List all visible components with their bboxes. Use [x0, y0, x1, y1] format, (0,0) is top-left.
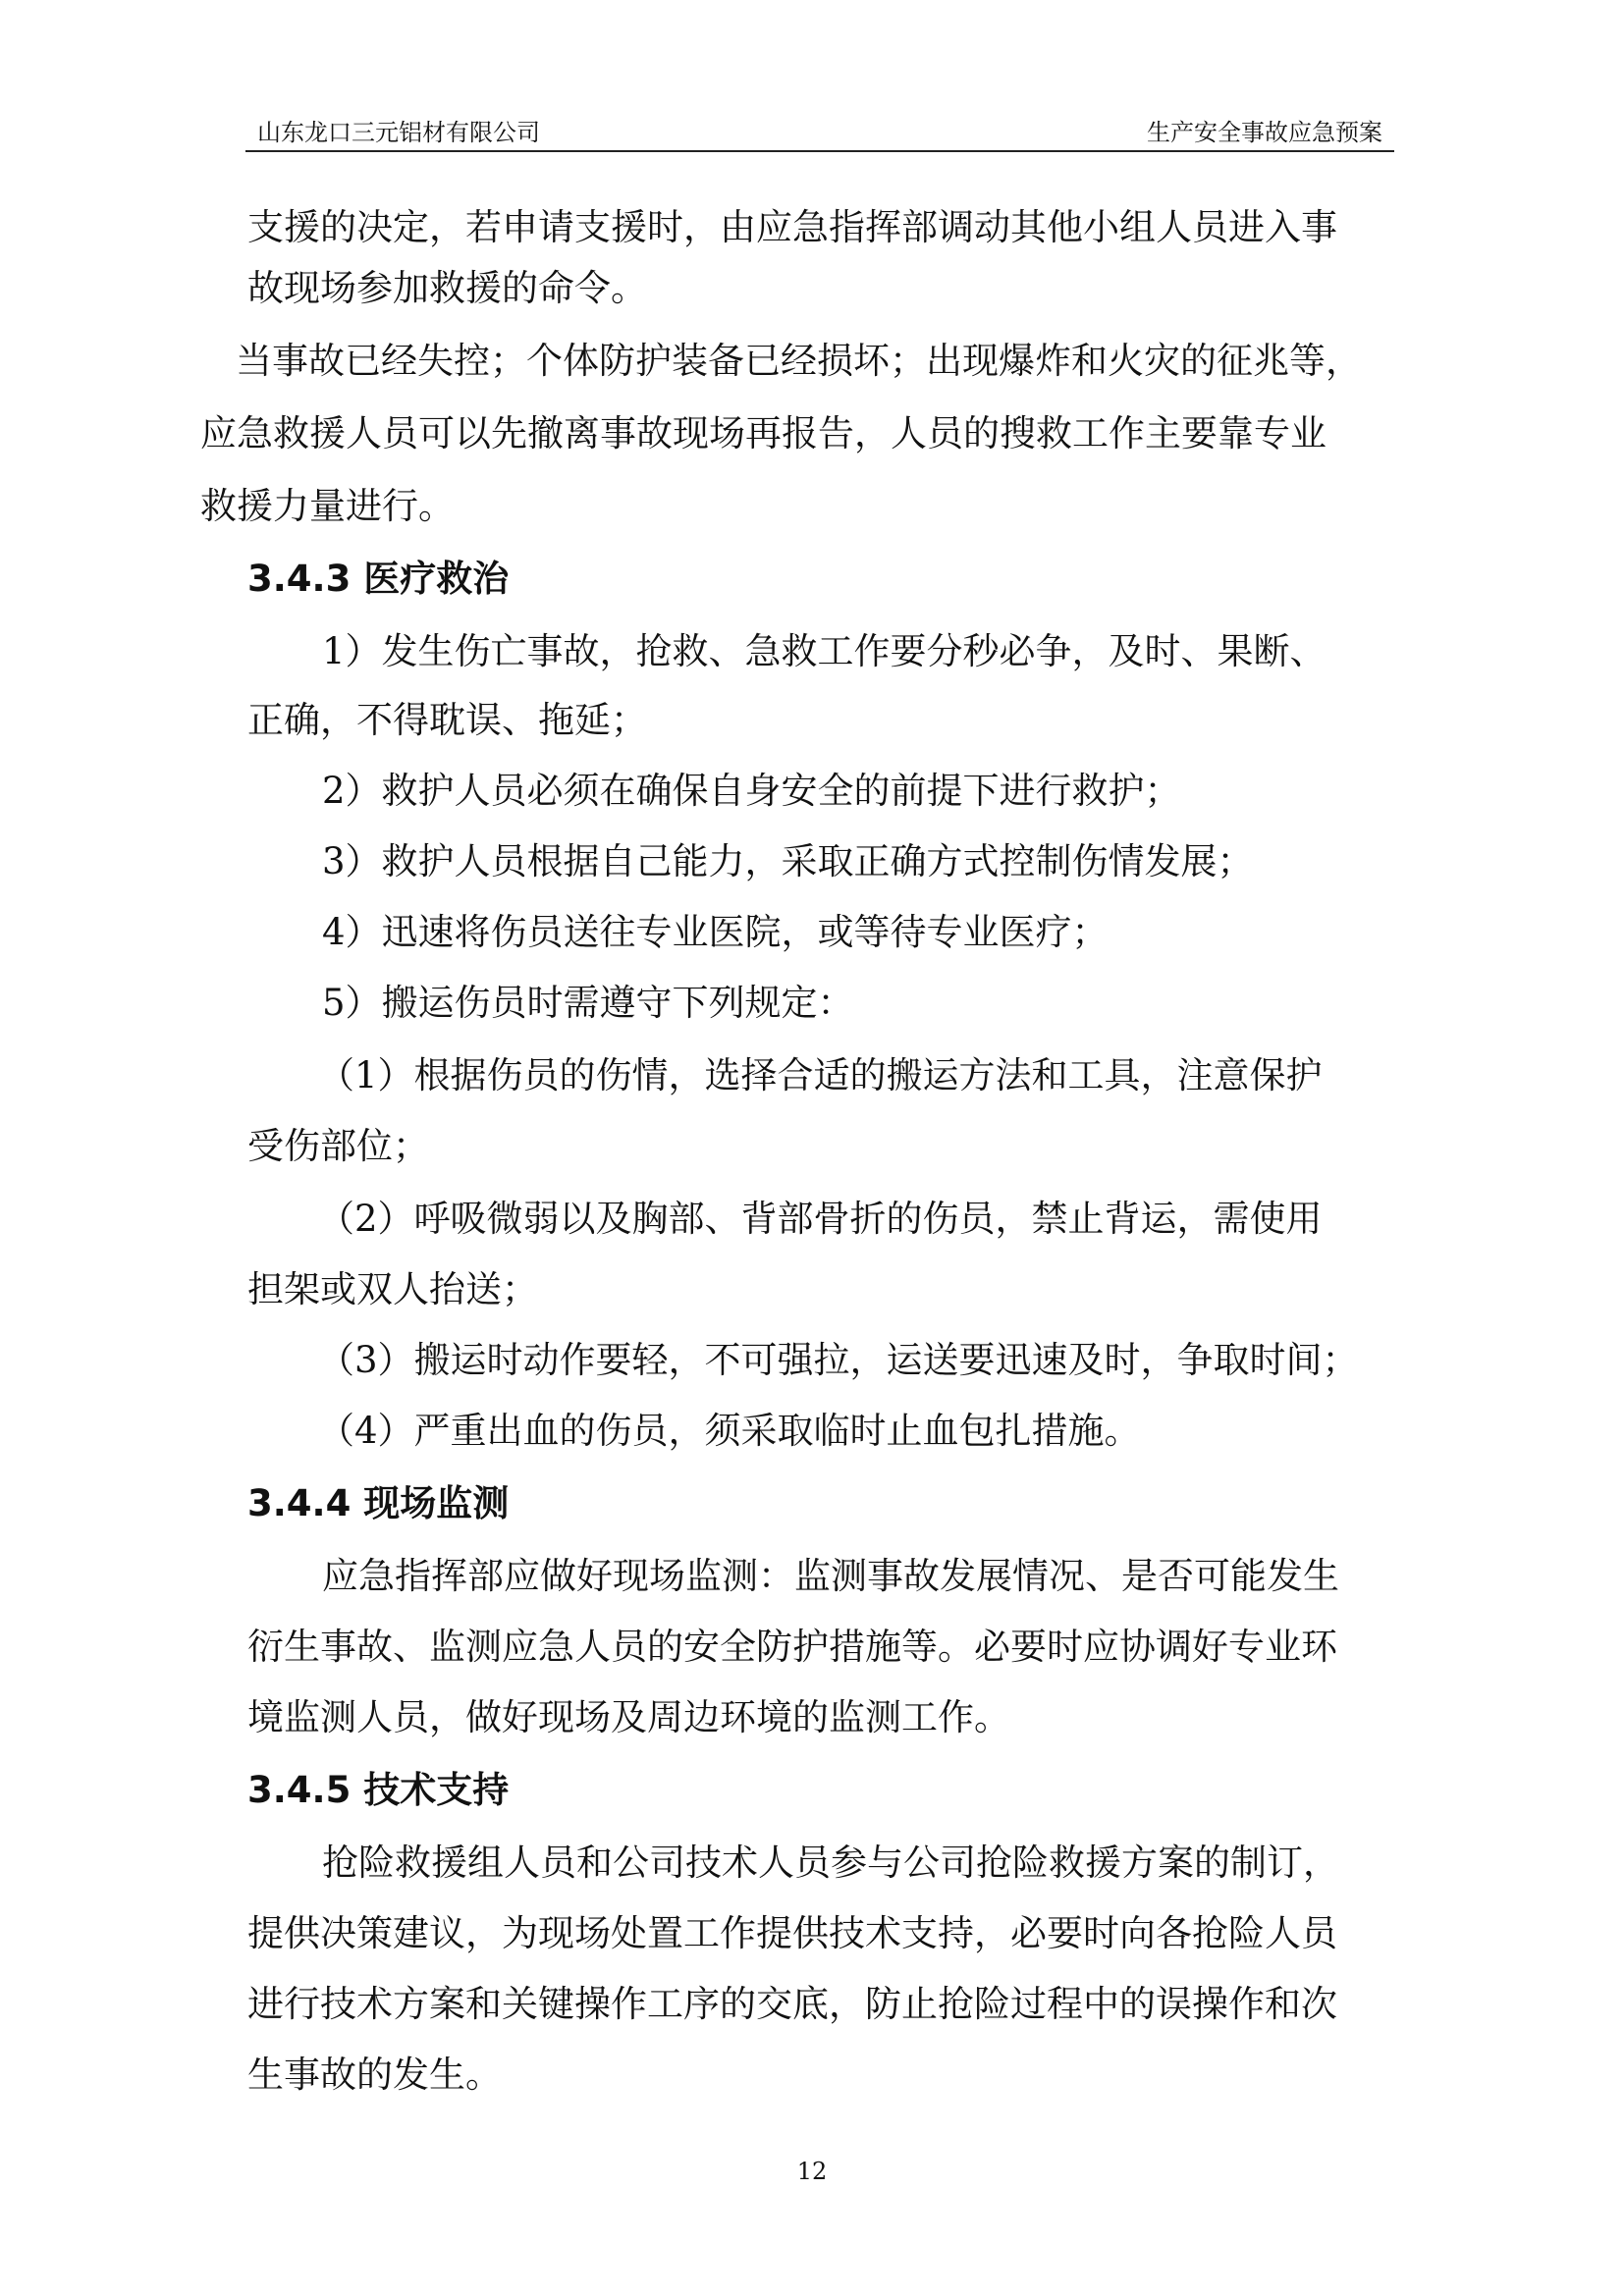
body-line: 进行技术方案和关键操作工序的交底，防止抢险过程中的误操作和次 — [247, 1983, 1337, 2025]
body-line: 当事故已经失控；个体防护装备已经损坏；出现爆炸和火灾的征兆等， — [236, 340, 1362, 382]
header-company-name: 山东龙口三元铝材有限公司 — [257, 119, 540, 146]
sub-list-item: 受伤部位； — [247, 1125, 429, 1167]
list-item: 1）发生伤亡事故，抢救、急救工作要分秒必争，及时、果断、 — [322, 630, 1326, 672]
list-item: 2）救护人员必须在确保自身安全的前提下进行救护； — [322, 770, 1181, 812]
sub-list-item: （4）严重出血的伤员，须采取临时止血包扎措施。 — [318, 1410, 1141, 1452]
body-line: 故现场参加救援的命令。 — [247, 267, 647, 309]
body-line: 境监测人员，做好现场及周边环境的监测工作。 — [247, 1696, 1010, 1738]
list-item: 3）救护人员根据自己能力，采取正确方式控制伤情发展； — [322, 840, 1254, 882]
list-item: 正确，不得耽误、拖延； — [247, 699, 647, 741]
header-divider — [245, 150, 1394, 152]
page-number: 12 — [796, 2158, 828, 2185]
body-line: 应急救援人员可以先撤离事故现场再报告，人员的搜救工作主要靠专业 — [200, 412, 1326, 454]
body-line: 生事故的发生。 — [247, 2054, 502, 2096]
sub-list-item: （2）呼吸微弱以及胸部、背部骨折的伤员，禁止背运，需使用 — [318, 1198, 1323, 1240]
sub-list-item: 担架或双人抬送； — [247, 1268, 538, 1310]
header-document-title: 生产安全事故应急预案 — [1147, 119, 1382, 146]
section-heading-3-4-5: 3.4.5 技术支持 — [247, 1769, 510, 1811]
body-line: 救援力量进行。 — [200, 485, 455, 527]
sub-list-item: （3）搬运时动作要轻，不可强拉，运送要迅速及时，争取时间； — [318, 1339, 1359, 1381]
body-line: 提供决策建议，为现场处置工作提供技术支持，必要时向各抢险人员 — [247, 1912, 1337, 1954]
section-heading-3-4-3: 3.4.3 医疗救治 — [247, 558, 510, 600]
body-line: 衍生事故、监测应急人员的安全防护措施等。必要时应协调好专业环 — [247, 1626, 1337, 1668]
list-item: 4）迅速将伤员送往专业医院，或等待专业医疗； — [322, 911, 1109, 953]
list-item: 5）搬运伤员时需遵守下列规定： — [322, 982, 854, 1024]
body-line: 抢险救援组人员和公司技术人员参与公司抢险救援方案的制订， — [322, 1842, 1339, 1884]
section-heading-3-4-4: 3.4.4 现场监测 — [247, 1482, 510, 1524]
body-line: 应急指挥部应做好现场监测：监测事故发展情况、是否可能发生 — [322, 1555, 1339, 1597]
page-header — [245, 118, 1394, 153]
body-line: 支援的决定，若申请支援时，由应急指挥部调动其他小组人员进入事 — [247, 206, 1337, 248]
sub-list-item: （1）根据伤员的伤情，选择合适的搬运方法和工具，注意保护 — [318, 1054, 1323, 1096]
